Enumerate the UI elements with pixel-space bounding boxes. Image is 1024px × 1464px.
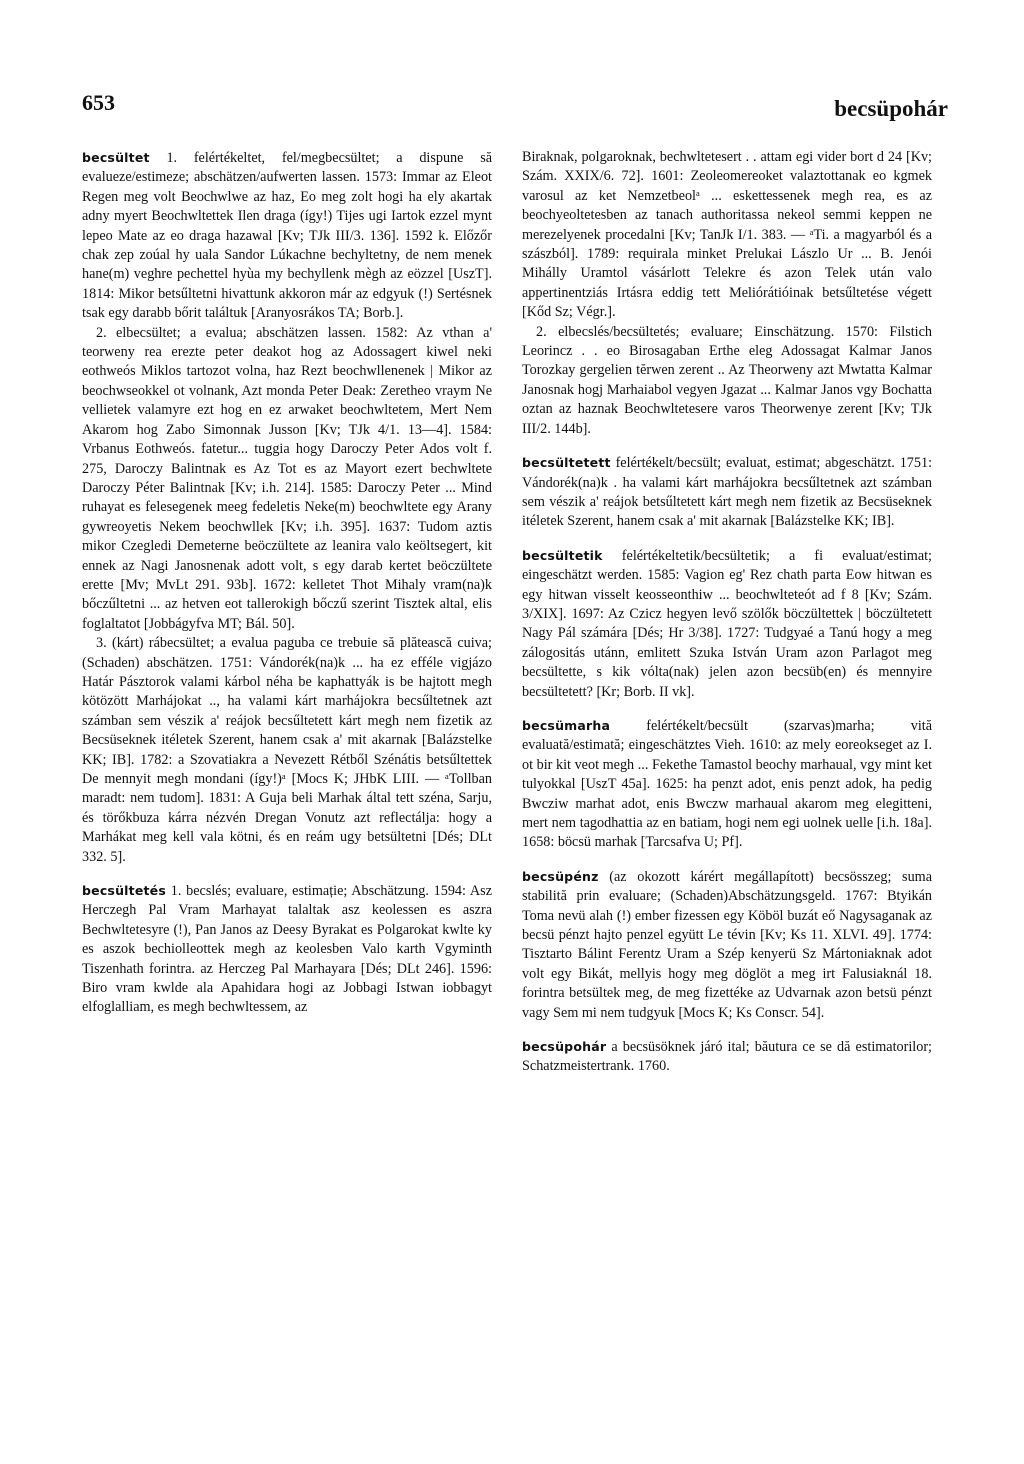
entry-becsumarha — [522, 716, 932, 853]
entry-headword: becsümarha — [522, 717, 611, 733]
entry-headword: becsültetett — [522, 455, 611, 471]
entry-text: felértékeltetik/becsültetik; a fi evaluat/estimat; eingeschätzt werden. 1585: Vagion eg' Rez chath parta Eow hitwan es egy hitwan visselt keosseonthiw ... beochwlteteót ad f 8 [Kv; Szám. 3/XIX]. 1697: Az Czicz hegyen levő szölők böczültettek | böczültetett Nagy Pál számára [Dés; Hr 3/38]. 1727: Tudgyaé a Tanú hogy a meg zálogositás utánn, emlitett Szuka István Uram azon Parlagot meg becsültette, s kik vólta(nak) jelen azon becsüb(en) és mennyire becsültetett? [Kr; Borb. II vk]. — [522, 547, 933, 700]
entry-becsultetik — [522, 546, 932, 702]
entry-headword: becsüpénz — [522, 868, 599, 884]
entry-text: 3. (kárt) rábecsültet; a evalua paguba ce trebuie să plătească cuiva; (Schaden) abschätzen. 1751: Vándorék(na)k ... ha ez efféle vigjázo Határ Pásztorok valami kárbol néha be kaphattyák is be hajtott megh kötözött Marhájokat .., ha valami kárt marhájokra becsűltetnek azt számban sem vészik a' reájok becsűltetett kárt megh nem fizetik az Becsüseknek itéletek Szerent, hanem csak a' mit akarnak [Balázstelke KK; IB]. 1782: a Szovatiakra a Nevezett Rétből Szénátis betsűltettek De mennyit megh mondani (így!)ᵃ [Mocs K; JHbK LIII. — ᵃTollban maradt: nem tudom]. 1831: A Guja beli Marhak által tett széna, Sarju, és törőkbuza kárra nézvén Dregan Vonutz azt reflectálja: hogy a Marhákat meg kell vala kötni, és en reám ugy betsültetni [Dés; DLt 332. 5]. — [82, 635, 492, 865]
entry-headword: becsüpohár — [522, 1039, 607, 1055]
entry-text: Biraknak, polgaroknak, bechwltetesert . . attam egi vider bort d 24 [Kv; Szám. XXIX/6. 72]. 1601: Zeoleomereoket valaztottanak eo kgmek varosul az ket Nemzetbeolᵃ ... eskettessenek megh rea, es az beochyeoltetesben az tanach authoritassa nekeol semmi keppen ne merezelyenek procedalni [Kv; TanJk I/1. 383. — ᵃTi. a magyarból és a szászból]. 1789: requirala minket Prelukai Lászlo Ur ... B. Jenói Mihálly Uramtol vásárlott Telekre és azon Telek után valo appertinentziás Irtásra eddig tett Meliórátióinak betsűltetése végett [Kőd Sz; Végr.]. — [522, 149, 932, 321]
entry-becsultetett — [522, 453, 932, 532]
left-column — [82, 148, 492, 1032]
entry-text: 1. becslés; evaluare, estimație; Abschätzung. 1594: Asz Herczegh Pal Vram Marhayat talaltak asz keolessen es aszra Bechwltetesyre (!), Pan Janos az Deesy Byrakat es Polgarokat kwlte ky es aszok bechiolleottek megh az keolesben Valo karth Vgyminth Tiszenhath forintra. az Herczeg Pal Marhayara [Dés; DLt 246]. 1596: Biro vram kwlde ala Apahidara hogi az Jobbagi Istwan iobbagyt elfoglalliam, es megh bechwltessem, az — [82, 883, 492, 1016]
entry-becsultet — [82, 148, 492, 867]
right-column — [522, 148, 932, 1091]
entry-headword: becsültetik — [522, 547, 603, 563]
entry-becsupohar — [522, 1037, 932, 1077]
entry-text: felértékelt/becsült (szarvas)marha; vită evaluată/estimată; eingeschätztes Vieh. 1610: az mely eoreokseget az I. ot bir kit veot megh ... Fekethe Tamastol beochy marhaual, vgy mint ket tulyokkal [UszT 45a]. 1625: ha penzt adot, enis penzt adok, ha pedig Bwcziw marhat adot, enis Bwczw marhaual akarom meg elegitteni, mert nem tagodhattia az en batiam, hogi nem egi uolnek uelle [i.h. 18a]. 1658: böcsü marhak [Tarcsafva U; Pf]. — [522, 717, 932, 851]
entry-becsupenz — [522, 867, 932, 1023]
entry-text: 1. felértékeltet, fel/megbecsültet; a dispune să evalueze/estimeze; abschätzen/aufwerten lassen. 1573: Immar az Eleot Regen meg volt Beochwlwe az haz, Eo meg zolt hogi ha ely akartak adny myert Beochwltettek Ilen draga (így!) Tijes ugi Iartok ezzel mynt lepeo Mate az eo draga hazawal [Kv; TJk III/3. 136]. 1592 k. Előzőr chak zep zoúal hy uala Sandor Lúkachne bechyltetny, de nem menek hane(m) veghre pechettel hyùa my bechyllenk mègh az eözzel [UszT]. 1814: Mikor betsűltetni hivattunk akkoron már az edgyuk (!) Sertésnek tsak egy darabb bőrit találtuk [Aranyosrákos TA; Borb.]. — [82, 150, 493, 322]
entry-becsultetes-continued — [522, 148, 932, 439]
page-number: 653 — [82, 90, 115, 115]
entry-headword: becsültet — [82, 150, 150, 165]
entry-becsultetes — [82, 881, 492, 1018]
entry-text: a becsüsöknek járó ital; băutura ce se dă estimatorilor; Schatzmeistertrank. 1760. — [522, 1039, 932, 1075]
running-head: becsüpohár — [834, 96, 948, 121]
entry-text: 2. elbecsültet; a evalua; abschätzen lassen. 1582: Az vthan a' teorweny rea erezte peter deakot hog az Adossagert kiwel neki eothweós Miklos tartozot volna, haz Rezt beochwllenenek | Mikor az beochwseokkel ot volnank, Azt monda Peter Deak: Zeretheo vraym Ne vellietek valamyre ezt hog en ez arwaket beochwltetem, Mert Nem Akarom hog Zabo Simonnak Jusson [Kv; TJk 4/1. 13—4]. 1584: Vrbanus Eothweós. fatetur... tuggia hogy Daroczy Peter Ados volt f. 275, Daroczy Balintnak es Az Tot es az Mayort ezert bechwltete Daroczy Péter Balintnak [Kv; i.h. 214]. 1585: Daroczy Peter ... Mind ruhayat es felesegenek meeg fedeletis Neke(m) beochwltete egy Arany gywreoyetis Nekem beochwllek [Kv; i.h. 395]. 1637: Tudom aztis mikor Czegledi Demeterne beöczültete az leanira valo keöltsegert, kit ennek az Nagi Janosnenak adott volt, s egy darab kertet beöczültete erette [Mv; MvLt 291. 93b]. 1672: kelletet Thot Mihaly vram(na)k bőczűltetni ... az hetven eot tallerokigh bőczű szerint Tisztek altal, elis foglaltatot [Jobbágyfva MT; Bál. 50]. — [82, 324, 492, 632]
entry-text: (az okozott kárért megállapított) becsösszeg; suma stabilită prin evaluare; (Schaden)Abschätzungsgeld. 1767: Btyikán Toma nevü alah (!) ember fizessen egy Köböl buzát eő Nagysaganak az becsü pénzt hajto penzel együtt Le tévin [Kv; Ks 11. XLVI. 49]. 1774: Tisztarto Bálint Ferentz Uram a Szép kenyerü Sz Mártoniaknak adot volt egy Bikát, mellyis hogy meg döglöt a meg irt Falusiaknál 18. forintra betsültek meg, de meg fizettéke az Udvarnak azon betsü pénzt vagy Sem mi nem tudgyuk [Mocs K; Ks Conscr. 54]. — [522, 868, 933, 1021]
entry-text: 2. elbecslés/becsültetés; evaluare; Einschätzung. 1570: Filstich Leorincz . . eo Birosagaban Erthe eleg Adossagat Kalmar Janos Torozkay gergelien tĕrwen zerent .. Az Theorweny azt Mwtatta Kalmar Janosnak hogj Marhaiabol vegyen Jgazat ... Kalmar Janos vgy Bochatta oztan az haznak Beochwltetesere varos Theorwenye zerent [Kv; TJk III/2. 144b]. — [522, 323, 932, 437]
entry-headword: becsültetés — [82, 883, 167, 899]
entry-text: felértékelt/becsült; evaluat, estimat; abgeschätzt. 1751: Vándorék(na)k . ha valami kárt marhájokra becsűltetnek azt számban sem vészik a' reájok betsűltetett kárt megh nem fizetik az Becsüseknek itéletek Szerent, hanem csak a' mit akarnak [Balázstelke KK; IB]. — [522, 455, 933, 530]
